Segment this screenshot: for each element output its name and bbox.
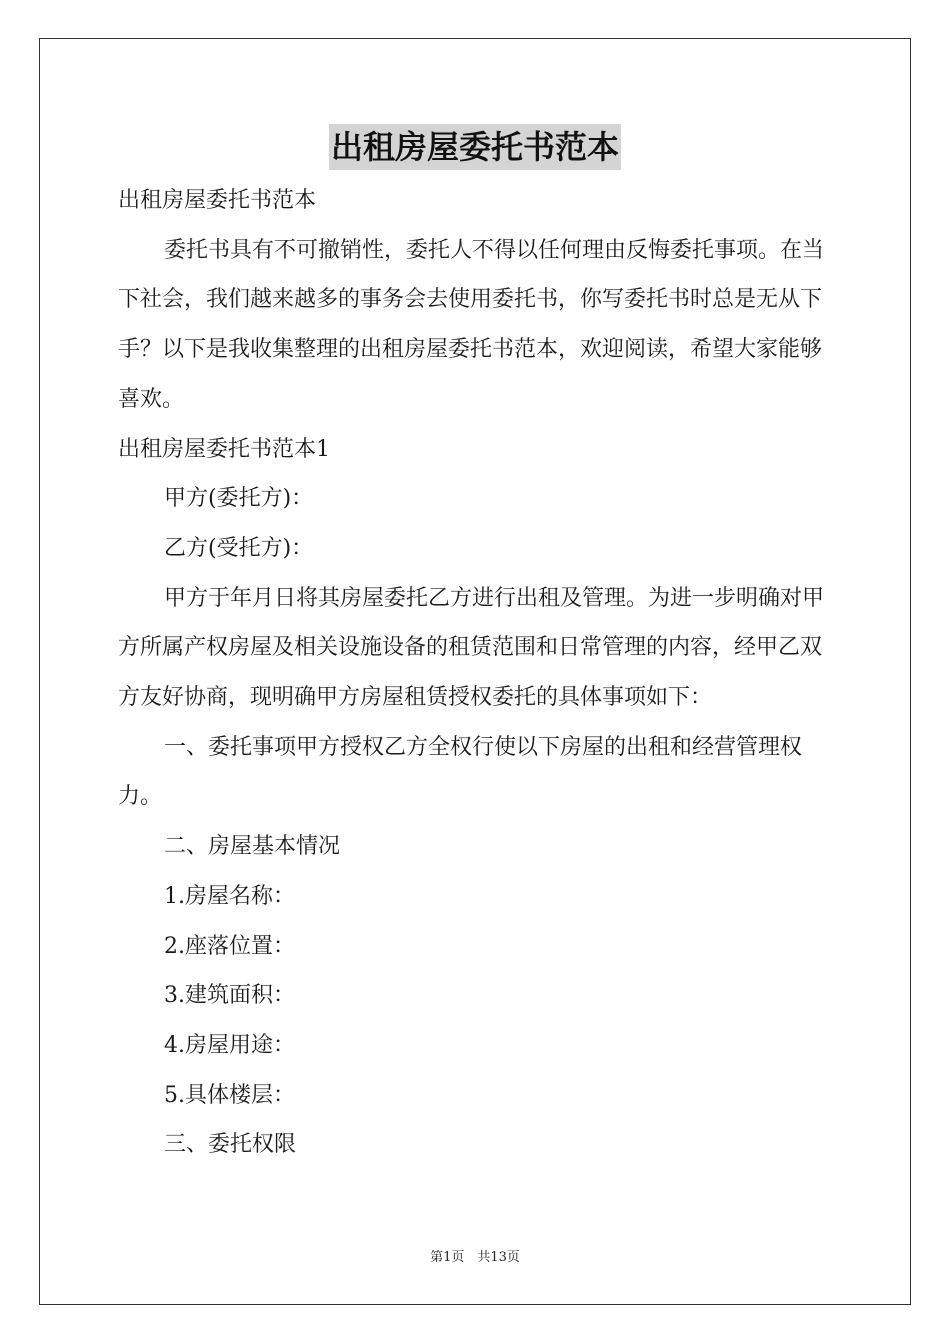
clause-two-heading: 二、房屋基本情况	[164, 834, 341, 860]
intro-paragraph: 委托书具有不可撤销性，委托人不得以任何理由反悔委托事项。在当下社会，我们越来越多的事务会去使用委托书，你写委托书时总是无从下手？以下是我收集整理的出租房屋委托书范本，欢迎阅读，希望大家能够喜欢。	[118, 237, 825, 412]
clause-three-heading: 三、委托权限	[164, 1132, 297, 1158]
list-item: 1.房屋名称：	[164, 883, 295, 909]
subtitle-paragraph: 出租房屋委托书范本	[118, 188, 317, 213]
body-paragraph: 甲方于年月日将其房屋委托乙方进行出租及管理。为进一步明确对甲方所属产权房屋及相关设施设备的租赁范围和日常管理的内容，经甲乙双方友好协商，现明确甲方房屋租赁授权委托的具体事项如下：	[118, 585, 825, 711]
list-item: 5.具体楼层：	[164, 1082, 295, 1108]
section-heading: 出租房屋委托书范本1	[118, 436, 330, 462]
title-area	[0, 124, 950, 170]
list-item: 2.座落位置：	[164, 933, 295, 959]
page-number: 第1页 共13页	[430, 1250, 520, 1265]
document-title: 出租房屋委托书范本	[329, 124, 621, 170]
party-b-line: 乙方(受托方)：	[164, 535, 314, 561]
document-body	[118, 176, 840, 1170]
list-item: 4.房屋用途：	[164, 1032, 295, 1058]
clause-one: 一、委托事项甲方授权乙方全权行使以下房屋的出租和经营管理权力。	[118, 734, 803, 810]
list-item: 3.建筑面积：	[164, 983, 295, 1009]
party-a-line: 甲方(委托方)：	[164, 486, 314, 512]
page-footer	[0, 1246, 950, 1265]
